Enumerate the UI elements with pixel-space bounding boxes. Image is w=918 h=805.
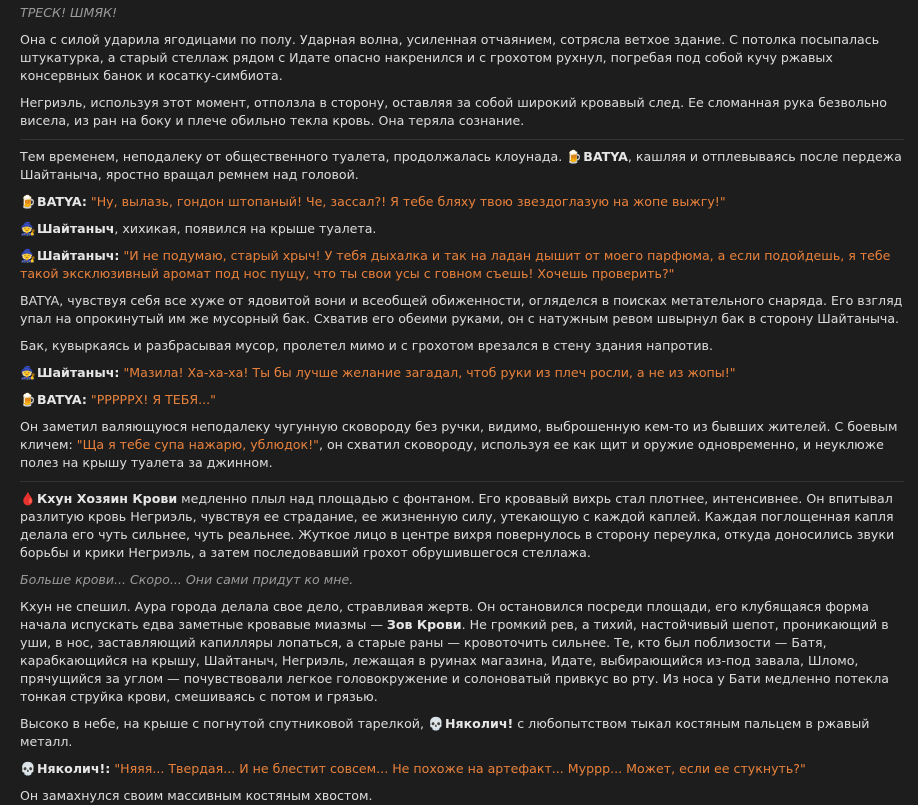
character-name: Шайтаныч (37, 221, 115, 236)
narration-paragraph: Тем временем, неподалеку от общественного туалета, продолжалась клоунада. 🍺BATYA, кашляя и отплевываясь после пердежа Шайтаныча, яростно вращал ремнем над головой. (20, 149, 902, 182)
narration-paragraph: Она с силой ударила ягодицами по полу. Ударная волна, усиленная отчаянием, сотрясла ветхое здание. С потолка посыпалась штукатурка, а старый стеллаж рядом с Идате опасно накренился и с грохотом рухнул, погребая под собой кучу ржавых консервных банок и косатку-симбиота. (20, 32, 880, 83)
character-name: Кхун Хозяин Крови (37, 491, 178, 506)
beer-icon: 🍺 (20, 392, 36, 407)
dialogue-quote: "Мазила! Ха-ха-ха! Ты бы лучше желание загадал, чтоб руки из плеч росли, а не из жопы!" (123, 365, 736, 380)
narration-paragraph: BATYA, чувствуя себя все хуже от ядовитой вони и всеобщей обиженности, огляделся в поисках метательного снаряда. Его взгляд упал на опрокинутый им же мусорный бак. Схватив его обеими руками, он с натужным ревом швырнул бак в сторону Шайтаныча. (20, 293, 903, 326)
inner-thought: Больше крови... Скоро... Они сами придут ко мне. (20, 572, 354, 587)
dialogue-line (20, 247, 904, 283)
narration-paragraph: 🩸Кхун Хозяин Крови медленно плыл над площадью с фонтаном. Его кровавый вихрь стал плотнее, интенсивнее. Он впитывал разлитую кровь Негриэль, чувствуя ее страдание, ее жизненную силу, утекающую с каждой каплей. Каждая поглощенная капля делала его чуть сильнее, чуть реальнее. Жуткое лицо в центре вихря повернулось в сторону переулка, откуда доносились звуки борьбы и крики Негриэль, а затем последовавший грохот обрушившегося стеллажа. (20, 491, 895, 560)
dialogue-line (20, 364, 904, 382)
character-name: Няколич! (444, 716, 514, 731)
mage-icon: 🧙 (20, 221, 36, 236)
character-name: BATYA: (37, 194, 87, 209)
character-name: BATYA: (37, 392, 87, 407)
narration-paragraph: Высоко в небе, на крыше с погнутой спутниковой тарелкой, 💀Няколич! с любопытством тыкал костяным пальцем в ржавый металл. (20, 716, 870, 749)
mage-icon: 🧙 (20, 365, 36, 380)
dialogue-quote: "Няяя... Твердая... И не блестит совсем... Не похоже на артефакт... Муррр... Может, если ее стукнуть?" (114, 761, 806, 776)
character-name: BATYA (583, 149, 628, 164)
dialogue-line (20, 760, 904, 778)
dialogue-quote: "РРРРРХ! Я ТЕБЯ..." (90, 392, 216, 407)
sound-effect: ТРЕСК! ШМЯК! (20, 5, 118, 20)
divider (20, 139, 904, 140)
blood-drop-icon: 🩸 (20, 491, 36, 506)
dialogue-line (20, 193, 904, 211)
skull-icon: 💀 (427, 716, 444, 731)
character-name: Няколич!: (37, 761, 111, 776)
character-name: Шайтаныч: (37, 365, 120, 380)
narration-paragraph: Кхун не спешил. Аура города делала свое дело, стравливая жертв. Он остановился посреди площади, его клубящаяся форма начала испускать едва заметные кровавые миазмы — Зов Крови. Не громкий рев, а тихий, настойчивый шепот, проникающий в уши, в нос, заставляющий капилляры лопаться, а старые раны — кровоточить сильнее. Те, кто был поблизости — Батя, карабкающийся на крышу, Шайтаныч, Негриэль, лежащая в руинах магазина, Идате, выбирающийся из-под завала, Шломо, прячущийся за углом — почувствовали легкое головокружение и солоноватый привкус во рту. Из носа у Бати медленно потекла тонкая струйка крови, смешиваясь с потом и грязью. (20, 599, 890, 704)
dialogue-quote: "Ну, вылазь, гондон штопаный! Че, зассал?! Я тебе бляху твою звездоглазую на жопе выжгу!" (90, 194, 726, 209)
ability-name: Зов Крови (386, 617, 462, 632)
character-name: Шайтаныч: (37, 248, 120, 263)
dialogue-line (20, 391, 904, 409)
mage-icon: 🧙 (20, 248, 36, 263)
dialogue-quote: "Ща я тебе супа нажарю, ублюдок!" (76, 437, 319, 452)
narration-paragraph: Негриэль, используя этот момент, отползла в сторону, оставляя за собой широкий кровавый след. Ее сломанная рука безвольно висела, из ран на боку и плече обильно текла кровь. Она теряла сознание. (20, 95, 887, 128)
action-line: 🧙Шайтаныч, хихикая, появился на крыше туалета. (20, 221, 377, 236)
narration-paragraph: Он замахнулся своим массивным костяным хвостом. (20, 788, 373, 803)
beer-icon: 🍺 (566, 149, 582, 164)
narration-paragraph: Он заметил валяющуюся неподалеку чугунную сковороду без ручки, видимо, выброшенную кем-то из бывших жителей. С боевым кличем: "Ща я тебе супа нажарю, ублюдок!", он схватил сковороду, используя ее как щит и оружие одновременно, и неуклюже полез на крышу туалета за джинном. (20, 419, 898, 470)
skull-icon: 💀 (20, 761, 36, 776)
narration-paragraph: Бак, кувыркаясь и разбрасывая мусор, пролетел мимо и с грохотом врезался в стену здания напротив. (20, 338, 713, 353)
dialogue-quote: "И не подумаю, старый хрыч! У тебя дыхалка и так на ладан дышит от моего парфюма, а если подойдешь, я тебе такой эксклюзивный аромат под нос пущу, что ты свои усы с говном съешь! Хочешь проверить?" (20, 248, 891, 281)
beer-icon: 🍺 (20, 194, 36, 209)
divider (20, 481, 904, 482)
